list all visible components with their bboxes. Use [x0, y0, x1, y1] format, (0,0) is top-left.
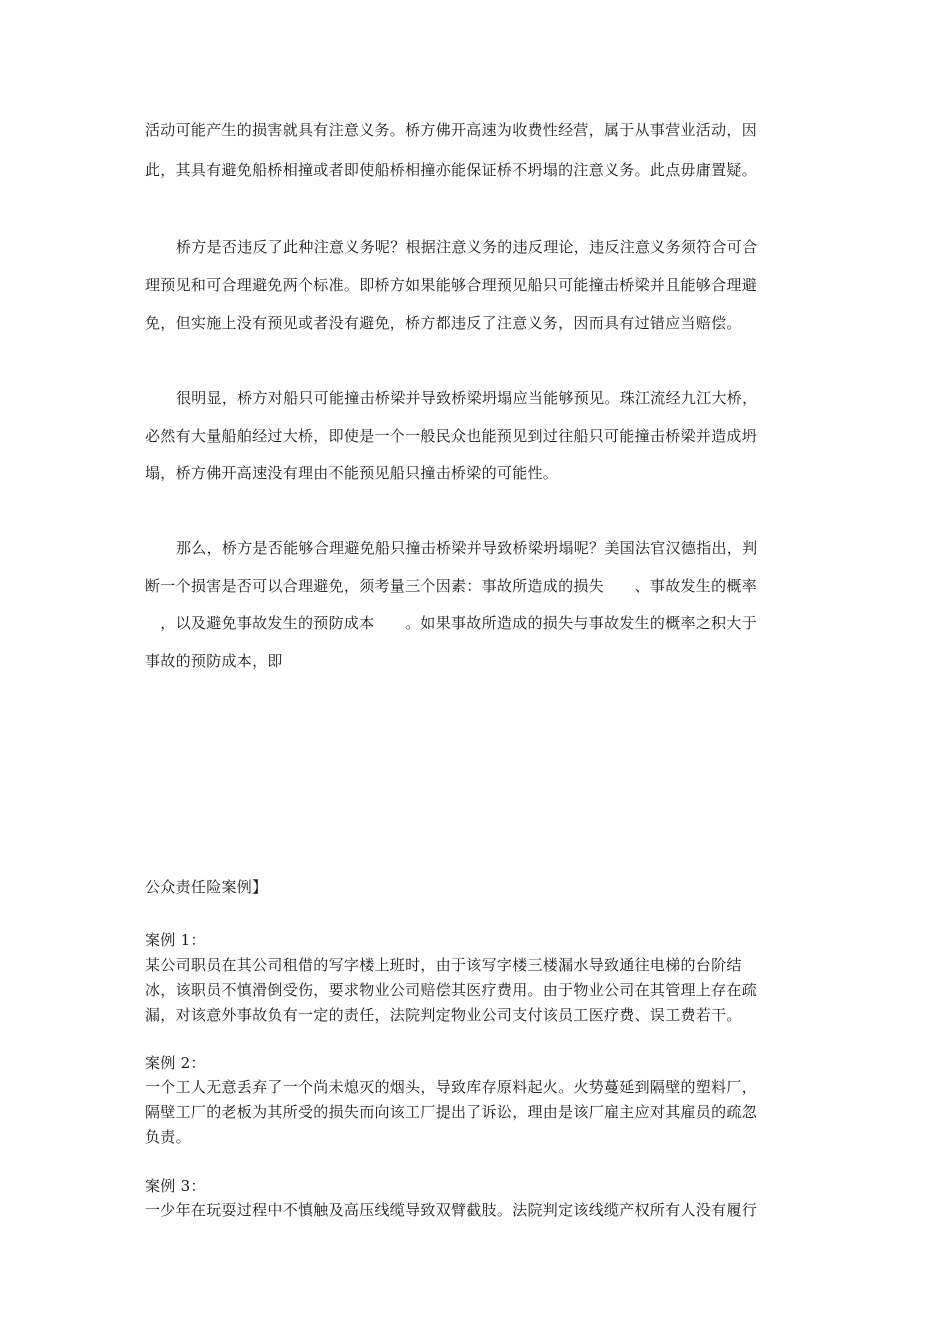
- case1-title: 案例 1：: [145, 931, 206, 949]
- para3-line2: 必然有大量船舶经过大桥，即使是一个一般民众也能预见到过往船只可能撞击桥梁并造成坍: [145, 427, 758, 445]
- case1-line2: 冰，该职员不慎滑倒受伤，要求物业公司赔偿其医疗费用。由于物业公司在其管理上存在疏: [145, 981, 758, 999]
- case2-line3: 负责。: [145, 1128, 191, 1146]
- case3-line1: 一少年在玩耍过程中不慎触及高压线缆导致双臂截肢。法院判定该线缆产权所有人没有履行: [145, 1201, 758, 1219]
- para4-line4: 事故的预防成本，即: [145, 652, 283, 670]
- para2-line1: 桥方是否违反了此种注意义务呢？根据注意义务的违反理论，违反注意义务须符合可合: [176, 238, 758, 256]
- para1-line1: 活动可能产生的损害就具有注意义务。桥方佛开高速为收费性经营，属于从事营业活动，因: [145, 121, 758, 139]
- case1-line3: 漏，对该意外事故负有一定的责任，法院判定物业公司支付该员工医疗费、误工费若干。: [145, 1006, 742, 1024]
- case2-line1: 一个工人无意丢弃了一个尚未熄灭的烟头，导致库存原料起火。火势蔓延到隔壁的塑料厂，: [145, 1078, 758, 1096]
- para4-line2: 断一个损害是否可以合理避免，须考量三个因素：事故所造成的损失 、事故发生的概率: [145, 577, 758, 595]
- case2-title: 案例 2：: [145, 1054, 206, 1072]
- para3-line1: 很明显，桥方对船只可能撞击桥梁并导致桥梁坍塌应当能够预见。珠江流经九江大桥，: [176, 389, 758, 407]
- case2-line2: 隔壁工厂的老板为其所受的损失而向该工厂提出了诉讼，理由是该厂雇主应对其雇员的疏忽: [145, 1103, 758, 1121]
- para2-line2: 理预见和可合理避免两个标准。即桥方如果能够合理预见船只可能撞击桥梁并且能够合理避: [145, 276, 758, 294]
- case1-line1: 某公司职员在其公司租借的写字楼上班时，由于该写字楼三楼漏水导致通往电梯的台阶结: [145, 956, 742, 974]
- para3-line3: 塌，桥方佛开高速没有理由不能预见船只撞击桥梁的可能性。: [145, 464, 559, 482]
- para4-line3: ，以及避免事故发生的预防成本 。如果事故所造成的损失与事故发生的概率之积大于: [145, 614, 758, 632]
- para2-line3: 免，但实施上没有预见或者没有避免，桥方都违反了注意义务，因而具有过错应当赔偿。: [145, 314, 742, 332]
- para4-line1: 那么，桥方是否能够合理避免船只撞击桥梁并导致桥梁坍塌呢？美国法官汉德指出，判: [176, 539, 758, 557]
- para1-line2: 此，其具有避免船桥相撞或者即使船桥相撞亦能保证桥不坍塌的注意义务。此点毋庸置疑。: [145, 161, 758, 179]
- case3-title: 案例 3：: [145, 1177, 206, 1195]
- section-heading: 公众责任险案例】: [145, 878, 268, 896]
